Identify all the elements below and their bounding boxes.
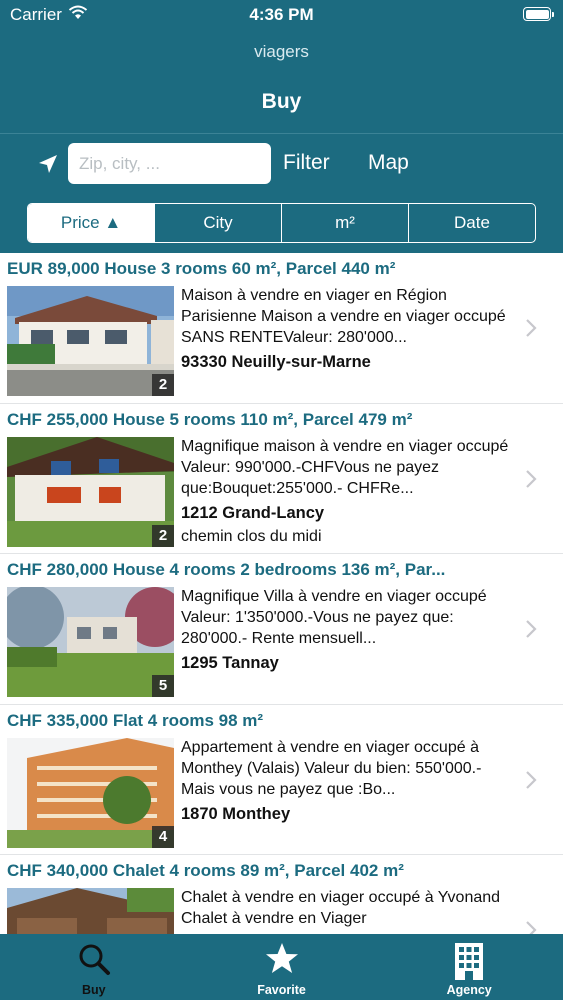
header [0, 0, 563, 253]
tab-buy[interactable] [0, 934, 188, 1000]
carrier-label: Carrier [10, 5, 62, 24]
filter-button[interactable]: Filter [283, 151, 330, 174]
tab-favorite[interactable] [188, 934, 376, 1000]
listing-photo [7, 587, 174, 697]
search-row [0, 143, 563, 185]
chevron-right-icon [525, 770, 537, 790]
listing-photo [7, 437, 174, 547]
sort-city-segment[interactable]: City [155, 204, 282, 242]
sort-date-segment[interactable]: Date [454, 213, 490, 232]
building-icon [452, 934, 486, 985]
listing-location: 1870 Monthey [181, 804, 291, 823]
listing-description: Magnifique Villa à vendre en viager occupé Valeur: 1'350'000.-Vous ne payez que: 280'000.- Rente mensuell... [181, 588, 487, 647]
list-item[interactable] [0, 554, 563, 705]
listing-title: CHF 255,000 House 5 rooms 110 m², Parcel 479 m² [7, 409, 413, 429]
nav-divider [0, 133, 563, 134]
sort-area-segment[interactable]: m² [282, 204, 409, 242]
sort-price-segment[interactable]: Price ▲ [28, 204, 155, 242]
tab-agency[interactable] [375, 934, 563, 1000]
listing-location: 1295 Tannay [181, 654, 279, 672]
search-icon [77, 934, 111, 981]
chevron-right-icon [525, 469, 537, 489]
listing-description: Appartement à vendre en viager occupé à Monthey (Valais) Valeur du bien: 550'000.-Mais vous ne payez que :Bo... [181, 738, 482, 798]
listing-location: 1212 Grand-Lancy [181, 503, 325, 522]
photo-count-badge: 2 [152, 374, 174, 396]
location-arrow-icon[interactable] [36, 152, 60, 176]
listing-photo [7, 286, 174, 396]
listing-street: chemin clos du midi [181, 527, 322, 545]
status-bar [0, 0, 563, 30]
tab-label: Favorite [257, 983, 306, 997]
listing-description: Magnifique maison à vendre en viager occupé Valeur: 990'000.-CHFVous ne payez que:Bouquet:255'000.- CHFRe... [181, 437, 509, 497]
search-input[interactable] [68, 143, 271, 184]
map-button[interactable]: Map [368, 151, 409, 174]
chevron-right-icon [525, 920, 537, 934]
listing-title: CHF 335,000 Flat 4 rooms 98 m² [7, 710, 264, 730]
page-title: Buy [261, 90, 302, 113]
photo-count-badge: 4 [152, 826, 174, 848]
tab-label: Agency [446, 983, 492, 997]
list-item[interactable] [0, 253, 563, 404]
listing-photo [7, 888, 174, 934]
star-icon [265, 934, 299, 981]
listing-title: CHF 340,000 Chalet 4 rooms 89 m², Parcel 402 m² [7, 861, 404, 880]
listing-location: 93330 Neuilly-sur-Marne [181, 353, 371, 371]
chevron-right-icon [525, 619, 537, 639]
photo-count-badge: 5 [152, 675, 174, 697]
status-time: 4:36 PM [249, 5, 314, 24]
listing-photo [7, 738, 174, 848]
app-name: viagers [254, 42, 309, 61]
photo-count-badge: 2 [152, 525, 174, 547]
battery-icon [523, 7, 551, 21]
chevron-right-icon [525, 318, 537, 338]
listing-description: Maison à vendre en viager en Région Parisienne Maison a vendre en viager occupé SANS RENTEValeur: 280'000... [181, 287, 506, 346]
list-item[interactable] [0, 705, 563, 856]
listing-description: Chalet à vendre en viager occupé à Yvonand Chalet à vendre en Viager [181, 889, 501, 927]
tab-bar [0, 934, 563, 1000]
listing-list[interactable] [0, 253, 563, 934]
list-item[interactable] [0, 855, 563, 934]
tab-label: Buy [82, 983, 106, 997]
sort-segmented-control [27, 203, 536, 243]
listing-title: EUR 89,000 House 3 rooms 60 m², Parcel 440 m² [7, 259, 396, 278]
listing-title: CHF 280,000 House 4 rooms 2 bedrooms 136 m², Par... [7, 560, 446, 579]
list-item[interactable] [0, 404, 563, 555]
